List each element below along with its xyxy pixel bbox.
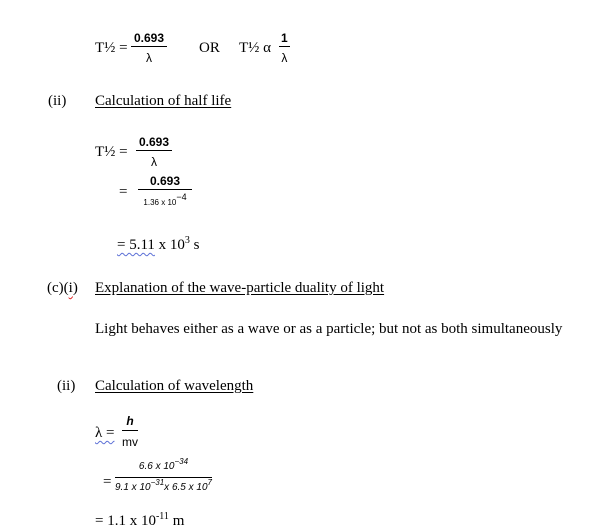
rhs-denominator: λ	[281, 51, 288, 65]
part-close: )	[72, 280, 78, 296]
den-base: 1.36 x 10	[143, 198, 177, 207]
num-base: 6.6 x 10	[138, 461, 175, 472]
den-b: x 6.5 x 10	[164, 482, 208, 493]
lambda-symbol: λ =	[95, 425, 115, 441]
step1-numerator: 0.693	[139, 135, 170, 149]
or-text: OR	[199, 40, 220, 56]
step2-numerator	[129, 457, 198, 477]
top-formula-rhs-prefix: T½ α	[239, 40, 272, 56]
top-formula-rhs-fraction	[279, 32, 290, 64]
part-number	[47, 281, 78, 296]
top-formula-fraction	[131, 32, 167, 64]
half-life-step1-lhs: T½ =	[95, 144, 128, 160]
part-number: (ii)	[57, 378, 76, 394]
result-exponent: 3	[184, 235, 190, 246]
result-unit: m	[168, 513, 185, 529]
result-value: = 5.11	[117, 237, 155, 253]
step1-denominator: mv	[122, 435, 138, 449]
num-exponent: −34	[174, 457, 189, 466]
part-number: (ii)	[48, 93, 67, 109]
rhs-numerator: 1	[281, 31, 288, 45]
part-prefix: (c)(	[47, 280, 69, 296]
step2-numerator: 0.693	[150, 174, 181, 188]
section-heading: Calculation of wavelength	[95, 378, 254, 394]
result-exponent: -11	[155, 511, 169, 522]
section-heading: Calculation of half life	[95, 93, 232, 109]
wavelength-result	[95, 511, 185, 529]
half-life-step2-fraction	[138, 175, 192, 207]
section-heading: Explanation of the wave-particle duality of light	[95, 280, 385, 296]
den-a-exponent: −31	[150, 478, 165, 487]
step1-denominator: λ	[151, 155, 158, 169]
result-unit: s	[189, 237, 200, 253]
part-roman: i	[68, 280, 73, 296]
top-formula-lhs: T½ =	[95, 40, 128, 56]
den-a: 9.1 x 10	[115, 482, 151, 493]
top-formula-denominator: λ	[146, 51, 153, 65]
den-b-exponent: 7	[207, 478, 212, 487]
wavelength-step1-lhs	[95, 426, 114, 441]
step2-denominator	[115, 478, 212, 493]
den-exponent: −4	[176, 192, 187, 202]
top-formula-numerator: 0.693	[134, 31, 165, 45]
half-life-step1-fraction	[136, 136, 172, 168]
half-life-step2-lhs: =	[119, 184, 128, 200]
result-times: x 10	[154, 237, 185, 253]
result-value: = 1.1 x 10	[95, 513, 156, 529]
wavelength-step2-lhs: =	[103, 474, 112, 490]
half-life-result	[117, 235, 200, 253]
step2-denominator	[143, 190, 186, 207]
wavelength-step2-fraction	[115, 457, 212, 493]
wavelength-step1-fraction	[122, 415, 138, 448]
step1-numerator: h	[126, 414, 134, 428]
body-text: Light behaves either as a wave or as a particle; but not as both simultaneously	[95, 321, 563, 337]
